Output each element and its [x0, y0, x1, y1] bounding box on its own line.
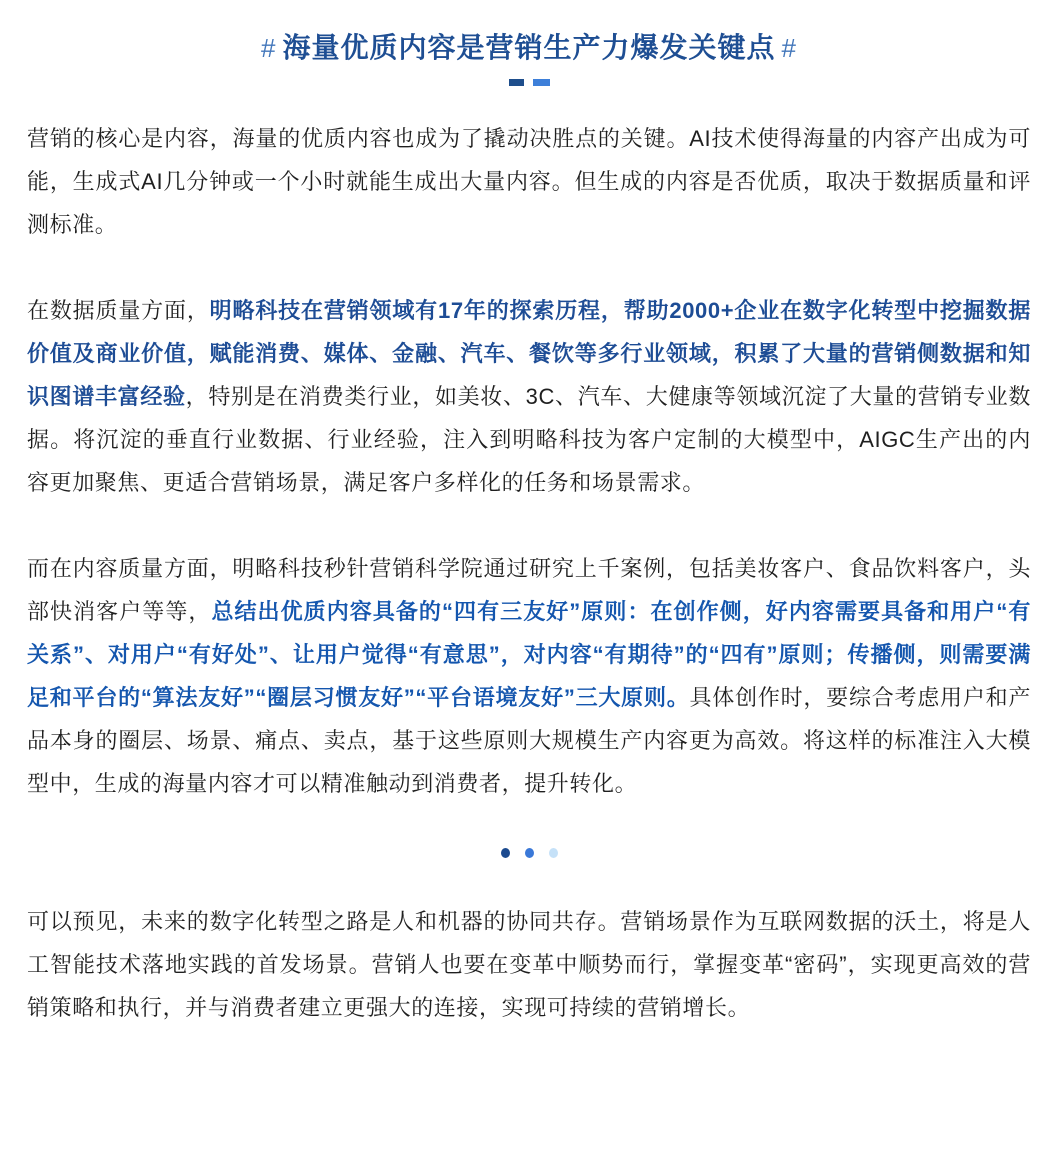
divider-dash-light-icon [533, 79, 550, 86]
page-title-text: 海量优质内容是营销生产力爆发关键点 [282, 32, 776, 63]
text-segment: 而在内容质量方面，明略科技秒针营销科学院通过研究上千案例，包括美妆客户、食品饮料客户，头部快消客户等等， [27, 556, 1031, 624]
divider-dash-dark-icon [509, 79, 524, 86]
title-divider [27, 79, 1031, 86]
hash-suffix-icon: # [781, 33, 797, 63]
paragraph [27, 900, 1031, 1029]
carousel-dot-2-icon [525, 848, 534, 858]
paragraph [27, 117, 1031, 246]
text-segment-highlight: 明略科技在营销领域有17年的探索历程，帮助2000+企业在数字化转型中挖掘数据价值及商业价值，赋能消费、媒体、金融、汽车、餐饮等多行业领域，积累了大量的营销侧数据和知识图谱丰富经验 [27, 298, 1031, 409]
text-segment-highlight: 总结出优质内容具备的“四有三友好”原则：在创作侧，好内容需要具备和用户“有关系”、对用户“有好处”、让用户觉得“有意思”，对内容“有期待”的“四有”原则；传播侧，则需要满足和平台的“算法友好”“圈层习惯友好”“平台语境友好”三大原则。 [27, 599, 1031, 710]
text-segment: ，特别是在消费类行业，如美妆、3C、汽车、大健康等领域沉淀了大量的营销专业数据。将沉淀的垂直行业数据、行业经验，注入到明略科技为客户定制的大模型中，AIGC生产出的内容更加聚焦、更适合营销场景，满足客户多样化的任务和场景需求。 [27, 384, 1031, 495]
text-segment: 在数据质量方面， [27, 298, 210, 323]
text-segment: 具体创作时，要综合考虑用户和产品本身的圈层、场景、痛点、卖点，基于这些原则大规模生产内容更为高效。将这样的标准注入大模型中，生成的海量内容才可以精准触动到消费者，提升转化。 [27, 685, 1031, 796]
hash-prefix-icon: # [261, 33, 277, 63]
text-segment: 营销的核心是内容，海量的优质内容也成为了撬动决胜点的关键。AI技术使得海量的内容产出成为可能，生成式AI几分钟或一个小时就能生成出大量内容。但生成的内容是否优质，取决于数据质量和评测标准。 [27, 126, 1031, 237]
page-title [27, 30, 1031, 66]
carousel-dots [27, 848, 1031, 858]
text-segment: 可以预见，未来的数字化转型之路是人和机器的协同共存。营销场景作为互联网数据的沃土，将是人工智能技术落地实践的首发场景。营销人也要在变革中顺势而行，掌握变革“密码”，实现更高效的营销策略和执行，并与消费者建立更强大的连接，实现可持续的营销增长。 [27, 909, 1031, 1020]
carousel-dot-3-icon [549, 848, 558, 858]
paragraph [27, 289, 1031, 504]
paragraph [27, 547, 1031, 805]
carousel-dot-1-icon [501, 848, 510, 858]
